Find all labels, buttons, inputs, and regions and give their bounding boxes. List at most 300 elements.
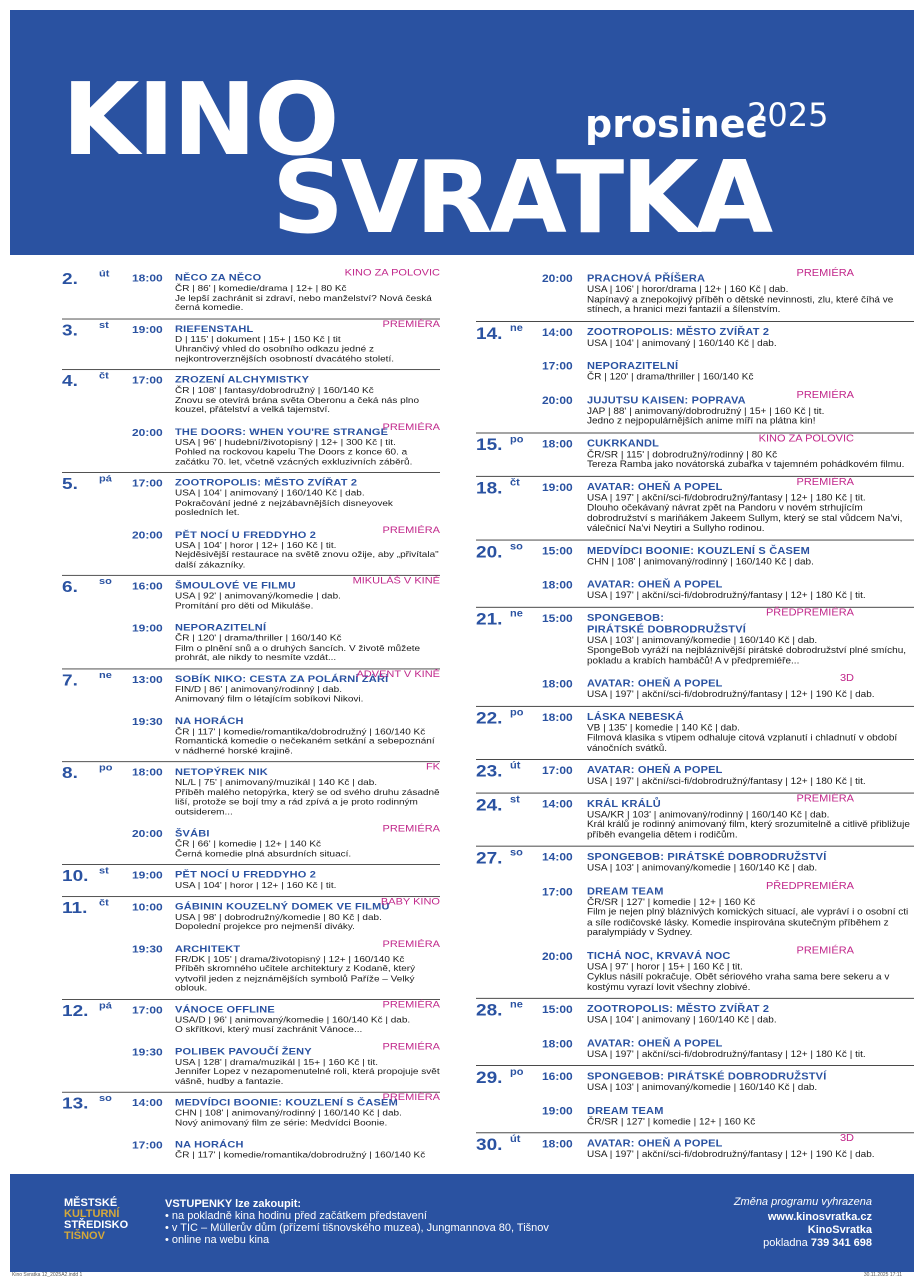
day-block — [62, 897, 440, 1000]
event-time: 15:00 — [542, 611, 573, 625]
day-block — [62, 319, 440, 370]
event-time: 10:00 — [132, 900, 163, 913]
event-description: Promítání pro děti od Mikuláše. — [175, 601, 314, 611]
day-name: st — [99, 319, 109, 330]
event-time: 18:00 — [542, 578, 573, 591]
event-description: Animovaný film o létajícím sobíkovi Nikovi. — [175, 694, 364, 704]
event-tag: FK — [425, 762, 440, 773]
day-number: 2. — [62, 270, 78, 289]
website-link[interactable]: www.kinosvratka.cz — [767, 1211, 872, 1223]
day-number: 7. — [62, 671, 78, 690]
event-title-line2: PIRÁTSKÉ DOBRODRUŽSTVÍ — [587, 624, 747, 635]
day-name: pá — [99, 1000, 112, 1011]
event-info: USA/D | 96' | animovaný/komedie | 160/140 Kč | dab. — [175, 1015, 411, 1025]
event-info: CHN | 108' | animovaný/rodinný | 160/140 Kč | dab. — [587, 556, 814, 567]
event[interactable] — [476, 1031, 914, 1065]
event-title: MEDVÍDCI BOONIE: KOUZLENÍ S ČASEM — [175, 1097, 398, 1108]
event-info: USA | 104' | animovaný | 160/140 Kč | dab. — [587, 338, 777, 349]
event-title: TICHÁ NOC, KRVAVÁ NOC — [587, 950, 731, 962]
event[interactable] — [62, 709, 440, 761]
day-name: pá — [99, 473, 112, 484]
event-description: Jedno z nejpopulárnějších anime míří na plátna kin! — [587, 416, 816, 427]
ticket-info — [165, 1198, 549, 1246]
day-name: po — [510, 1066, 524, 1078]
event[interactable] — [476, 1133, 914, 1166]
event-time: 17:00 — [542, 885, 573, 898]
event-tag: PREMIÉRA — [796, 268, 854, 279]
event[interactable] — [476, 388, 914, 432]
schedule-left-column — [62, 268, 440, 1166]
day-number: 15. — [476, 435, 503, 455]
event-time: 13:00 — [132, 673, 163, 685]
header-banner — [10, 10, 914, 255]
day-name: ne — [99, 669, 112, 680]
day-number: 8. — [62, 764, 78, 783]
event-info: ČR/SR | 127' | komedie | 12+ | 160 Kč — [587, 897, 756, 908]
day-name: čt — [99, 897, 109, 908]
event-time: 18:00 — [132, 766, 163, 779]
event-title: LÁSKA NEBESKÁ — [587, 711, 684, 723]
event[interactable] — [476, 1069, 914, 1099]
event-info: D | 115' | dokument | 15+ | 150 Kč | tit — [175, 335, 341, 345]
day-block — [476, 847, 914, 999]
event-info: USA | 104' | animovaný | 160/140 Kč | dab. — [175, 488, 365, 499]
event-tag: PŘEDPREMIÉRA — [765, 880, 854, 892]
event-title: KRÁL KRÁLŮ — [587, 798, 661, 809]
event-description: Nový animovaný film ze série: Medvídci Boonie. — [175, 1118, 388, 1128]
day-block — [62, 576, 440, 669]
print-date: 30.11.2025 17:11 — [863, 1272, 902, 1278]
event-time: 19:00 — [132, 323, 163, 336]
event-time: 18:00 — [542, 677, 573, 691]
org-line: STŘEDISKO — [64, 1219, 129, 1231]
day-name: ne — [510, 999, 523, 1011]
event-title: PĚT NOCÍ U FREDDYHO 2 — [175, 529, 317, 540]
event-title: POLIBEK PAVOUČÍ ŽENY — [175, 1046, 312, 1057]
event-time: 17:00 — [132, 1003, 163, 1016]
event-title: NA HORÁCH — [175, 716, 244, 727]
org-line: KULTURNÍ — [64, 1208, 120, 1220]
event-info: ČR | 120' | drama/thriller | 160/140 Kč — [587, 372, 754, 383]
title-kino: KINO — [62, 61, 338, 178]
day-number: 10. — [62, 867, 89, 886]
event-time: 19:00 — [132, 622, 163, 634]
day-name: ne — [510, 608, 523, 619]
event-info: USA | 97' | horor | 15+ | 160 Kč | tit. — [587, 962, 743, 972]
event-description: O skřítkovi, který musí zachránit Vánoce... — [175, 1025, 363, 1035]
event[interactable] — [62, 420, 440, 472]
phone-label: pokladna — [763, 1237, 808, 1249]
event-info: USA | 106' | horor/drama | 12+ | 160 Kč | dab. — [587, 284, 789, 295]
event[interactable] — [476, 543, 914, 573]
header-year: 2025 — [747, 96, 829, 134]
event-title: SPONGEBOB: PIRÁTSKÉ DOBRODRUŽSTVÍ — [587, 851, 827, 863]
event[interactable] — [476, 607, 914, 671]
day-number: 18. — [476, 479, 503, 498]
event-time: 19:30 — [132, 715, 163, 728]
day-number: 6. — [62, 578, 78, 597]
event-title: ZOOTROPOLIS: MĚSTO ZVÍŘAT 2 — [587, 1004, 770, 1015]
event-title: PRACHOVÁ PŘÍŠERA — [587, 273, 706, 284]
contact-info — [734, 1196, 872, 1250]
event-time: 17:00 — [132, 374, 163, 387]
day-name: út — [510, 760, 521, 772]
event[interactable] — [476, 1001, 914, 1031]
event-title: JUJUTSU KAISEN: POPRAVA — [587, 394, 746, 406]
event[interactable] — [62, 822, 440, 864]
event-description: Filmová klasika s vtipem odhaluje citová vzplanutí i chladnutí v období vánočních svátků. — [587, 733, 898, 754]
event-title: RIEFENSTAHL — [175, 324, 254, 335]
org-line: TIŠNOV — [64, 1230, 105, 1242]
day-name: út — [99, 268, 110, 279]
event-description: Příběh skromného učitele architektury z Kodaně, který vytvořil jeden z nejznámějších symbolů Paříže – Velký oblouk. — [175, 964, 416, 994]
event-time: 20:00 — [542, 272, 573, 285]
event-info: USA | 103' | animovaný/komedie | 160/140 Kč | dab. — [587, 863, 818, 874]
event-tag: PREMIÉRA — [382, 319, 440, 330]
event-title: SPONGEBOB: — [587, 612, 665, 624]
event-title: SPONGEBOB: PIRÁTSKÉ DOBRODRUŽSTVÍ — [587, 1071, 827, 1082]
event[interactable] — [476, 943, 914, 997]
phone-number[interactable]: 739 341 698 — [810, 1237, 872, 1249]
event-info: VB | 135' | komedie | 140 Kč | dab. — [587, 723, 740, 733]
event-time: 18:00 — [542, 1037, 573, 1050]
event-tag: PŘEDPREMIÉRA — [765, 607, 854, 618]
event[interactable] — [476, 671, 914, 705]
event[interactable] — [476, 432, 914, 476]
event-tag: MIKULÁŠ V KINĚ — [352, 575, 440, 586]
schedule-right-column — [476, 268, 914, 1166]
ticket-info-title: VSTUPENKY lze zakoupit: — [165, 1198, 302, 1210]
event[interactable] — [62, 762, 440, 822]
event-title: NEPORAZITELNÍ — [587, 360, 679, 372]
event-tag: PREMIÉRA — [382, 999, 440, 1010]
event-tag: PREMIÉRA — [382, 1092, 440, 1103]
event-time: 20:00 — [132, 827, 163, 840]
event-description: Romantická komedie o nečekaném setkání a sebepoznání v nádherné horské krajině. — [175, 736, 435, 756]
event[interactable] — [62, 1133, 440, 1165]
event-info: USA | 197' | akční/sci-fi/dobrodružný/fantasy | 12+ | 180 Kč | tit. — [587, 493, 866, 503]
event-info: USA | 104' | animovaný | 160/140 Kč | dab. — [587, 1015, 777, 1026]
event-tag: 3D — [839, 673, 854, 684]
event-title: DREAM TEAM — [587, 885, 664, 897]
event-description: Uhrančivý vhled do osobního odkazu jedné z nejkontroverznějších osobností dvacátého století. — [175, 344, 395, 364]
day-number: 14. — [476, 324, 503, 343]
day-number: 28. — [476, 1001, 503, 1020]
event-time: 14:00 — [542, 851, 573, 864]
day-name: so — [99, 1093, 112, 1104]
event-title: NEPORAZITELNÍ — [175, 622, 267, 634]
event-info: ČR/SR | 115' | dobrodružný/rodinný | 80 Kč — [587, 449, 778, 460]
event-time: 19:30 — [132, 942, 163, 955]
event-info: USA | 98' | dobrodružný/komedie | 80 Kč | dab. — [175, 912, 382, 922]
event-info: ČR | 117' | komedie/romantika/dobrodružný | 160/140 Kč — [175, 1150, 426, 1161]
day-number: 20. — [476, 542, 503, 562]
event[interactable] — [62, 1092, 440, 1133]
event-info: CHN | 108' | animovaný/rodinný | 160/140 Kč | dab. — [175, 1108, 402, 1118]
event[interactable] — [62, 999, 440, 1040]
event-description: Pohled na rockovou kapelu The Doors z konce 60. a začátku 70. let, včetně vzácných exkluzivních záběrů. — [175, 447, 413, 467]
event-info: USA | 197' | akční/sci-fi/dobrodružný/fantasy | 12+ | 180 Kč | tit. — [587, 776, 866, 787]
day-block — [62, 268, 440, 319]
event[interactable] — [476, 476, 914, 539]
ticket-info-line: • online na webu kina — [165, 1234, 270, 1246]
day-block — [62, 762, 440, 865]
event-time: 19:00 — [542, 1104, 573, 1117]
event-info: USA | 197' | akční/sci-fi/dobrodružný/fantasy | 12+ | 190 Kč | dab. — [587, 690, 875, 700]
event[interactable] — [62, 868, 440, 896]
header-month: prosinec — [585, 102, 769, 146]
day-name: st — [510, 793, 520, 805]
event[interactable] — [62, 668, 440, 709]
event[interactable] — [62, 523, 440, 575]
event-time: 19:00 — [542, 480, 573, 494]
event-time: 14:00 — [542, 325, 573, 339]
event[interactable] — [62, 575, 440, 616]
day-block — [476, 268, 914, 322]
event-description: Cyklus násilí pokračuje. Obět sériového vraha sama bere sekeru a v kostýmu vyrazí lovit všechny zlobivé. — [587, 972, 890, 993]
event-description: Napínavý a znepokojivý příběh o dětské nevinnosti, zlu, které číhá ve stínech, a hranici mezi fantazií a šílenstvím. — [587, 294, 894, 315]
event-info: ČR | 120' | drama/thriller | 160/140 Kč — [175, 633, 342, 644]
day-name: so — [99, 576, 112, 587]
event-title: ŠVÁBI — [175, 828, 210, 839]
event[interactable] — [62, 896, 440, 937]
day-number: 13. — [62, 1095, 89, 1113]
day-block — [62, 669, 440, 762]
day-block — [476, 999, 914, 1066]
event-description: Tereza Ramba jako novátorská zubařka v tajemném pohádkovém filmu. — [587, 459, 905, 470]
social-link[interactable]: KinoSvratka — [807, 1224, 872, 1236]
event[interactable] — [476, 572, 914, 606]
day-block — [476, 607, 914, 706]
event-time: 15:00 — [542, 1003, 573, 1016]
org-line: MĚSTSKÉ — [64, 1197, 118, 1209]
event-time: 20:00 — [132, 528, 163, 541]
event-time: 20:00 — [132, 426, 163, 438]
event-tag: PREMIÉRA — [796, 793, 854, 804]
event-info: USA | 103' | animovaný/komedie | 160/140 Kč | dab. — [587, 1082, 818, 1093]
event[interactable] — [62, 616, 440, 668]
event-title: SOBÍK NIKO: CESTA ZA POLÁRNÍ ZÁŘÍ — [175, 674, 389, 685]
event[interactable] — [476, 324, 914, 354]
event[interactable] — [62, 373, 440, 421]
event-description: Dopolední projekce pro nejmenší diváky. — [175, 922, 355, 932]
event[interactable] — [62, 268, 440, 319]
ticket-info-line: • v TIC – Müllerův dům (přízemí tišnovského muzea), Jungmannova 80, Tišnov — [165, 1222, 549, 1234]
event-title: AVATAR: OHEŇ A POPEL — [587, 678, 723, 690]
day-number: 24. — [476, 795, 503, 815]
event-tag: PREMIÉRA — [382, 421, 440, 433]
event-title: ZOOTROPOLIS: MĚSTO ZVÍŘAT 2 — [175, 477, 358, 489]
event-info: ČR | 108' | fantasy/dobrodružný | 160/140 Kč — [175, 386, 374, 396]
day-number: 23. — [476, 762, 503, 782]
event-title: ZOOTROPOLIS: MĚSTO ZVÍŘAT 2 — [587, 326, 770, 338]
event-time: 17:00 — [132, 477, 163, 489]
day-block — [476, 760, 914, 793]
event-time: 19:00 — [132, 869, 163, 882]
day-number: 30. — [476, 1135, 503, 1155]
event[interactable] — [476, 763, 914, 793]
event-title: NETOPÝREK NIK — [175, 767, 268, 778]
event-title: AVATAR: OHEŇ A POPEL — [587, 1038, 723, 1049]
event-title: AVATAR: OHEŇ A POPEL — [587, 481, 723, 493]
event-description: Jennifer Lopez v nezapomenutelné roli, která propojuje svět vášně, hudby a fantazie. — [175, 1067, 440, 1087]
event-title: PĚT NOCÍ U FREDDYHO 2 — [175, 870, 317, 881]
event[interactable] — [476, 354, 914, 388]
event-info: ČR | 86' | komedie/drama | 12+ | 80 Kč — [175, 284, 347, 294]
day-number: 22. — [476, 709, 503, 728]
event[interactable] — [62, 475, 440, 523]
event-tag: PREMIÉRA — [382, 524, 440, 535]
day-name: út — [510, 1134, 521, 1145]
event-tag: PREMIÉRA — [796, 389, 854, 401]
event-description: Dlouho očekávaný návrat zpět na Pandoru v novém strhujícím dobrodružství s mariňákem Jakeem Sullym, který se stal vůdcem Na'vi, válečnicí Na'vi Neytiri a Sullyho rodinou. — [587, 503, 903, 534]
day-name: čt — [510, 477, 520, 488]
event-info: USA | 128' | drama/muzikál | 15+ | 160 Kč | tit. — [175, 1057, 379, 1067]
day-block — [62, 865, 440, 897]
day-block — [476, 476, 914, 540]
title-svratka: SVRATKA — [272, 139, 771, 255]
footer — [10, 1174, 914, 1272]
day-name: po — [510, 433, 524, 445]
event[interactable] — [62, 937, 440, 999]
organizer-logo — [64, 1198, 128, 1242]
event-description: Je lepší zachránit si zdraví, nebo manželství? Nová česká černá komedie. — [175, 293, 432, 313]
event-title: CUKRKANDL — [587, 438, 660, 449]
event-tag: KINO ZA POLOVIC — [758, 432, 854, 444]
print-file: Kino Svratka 12_2025A2.indd 1 — [12, 1272, 83, 1278]
day-name: čt — [99, 370, 109, 381]
day-block — [476, 322, 914, 433]
event[interactable] — [476, 849, 914, 879]
event-title: DREAM TEAM — [587, 1105, 664, 1116]
event-description: Černá komedie plná absurdních situací. — [175, 849, 352, 859]
event-time: 16:00 — [542, 1070, 573, 1083]
event-title: MEDVÍDCI BOONIE: KOUZLENÍ S ČASEM — [587, 545, 810, 556]
event-info: USA | 197' | akční/sci-fi/dobrodružný/fantasy | 12+ | 180 Kč | tit. — [587, 590, 866, 601]
day-block — [62, 1093, 440, 1166]
day-number: 3. — [62, 321, 78, 340]
event-description: SpongeBob vyráží na nejbláznivější pirátské dobrodružství plné smíchu, pokladu a krabích hambáčů! A v předpremiéře... — [587, 645, 907, 666]
day-block — [476, 540, 914, 607]
event-time: 17:00 — [542, 360, 573, 373]
event-info: USA | 96' | hudební/životopisný | 12+ | 300 Kč | tit. — [175, 437, 396, 448]
day-name: so — [510, 540, 523, 552]
event-tag: PREMIÉRA — [382, 1041, 440, 1052]
event-time: 20:00 — [542, 394, 573, 407]
event-info: ČR | 117' | komedie/romantika/dobrodružný | 160/140 Kč — [175, 727, 426, 737]
event-info: USA | 104' | horor | 12+ | 160 Kč | tit. — [175, 540, 337, 551]
day-number: 29. — [476, 1068, 503, 1088]
event-time: 18:00 — [542, 437, 573, 450]
event-info: FIN/D | 86' | animovaný/rodinný | dab. — [175, 684, 343, 695]
day-number: 11. — [62, 899, 88, 917]
event-tag: 3D — [839, 1133, 854, 1144]
day-block — [476, 1133, 914, 1165]
event-info: USA | 197' | akční/sci-fi/dobrodružný/fantasy | 12+ | 190 Kč | dab. — [587, 1150, 875, 1160]
event-tag: PREMIÉRA — [796, 945, 854, 956]
event-info: ČR/SR | 127' | komedie | 12+ | 160 Kč — [587, 1116, 756, 1127]
day-number: 5. — [62, 475, 78, 494]
event-info: ČR | 66' | komedie | 12+ | 140 Kč — [175, 839, 321, 849]
event-description: Pokračování jedné z nejzábavnějších disneyovek posledních let. — [175, 498, 393, 518]
event-info: USA | 104' | horor | 12+ | 160 Kč | tit. — [175, 881, 337, 891]
event-time: 15:00 — [542, 544, 573, 557]
event-tag: PREMIÉRA — [382, 938, 440, 949]
event-time: 17:00 — [542, 764, 573, 777]
day-name: so — [510, 847, 523, 859]
event-info: USA | 103' | animovaný/komedie | 160/140 Kč | dab. — [587, 635, 818, 646]
event-tag: BABY KINO — [380, 896, 440, 907]
event-time: 19:30 — [132, 1045, 163, 1058]
day-block — [476, 706, 914, 760]
event-description: Nejděsivější restaurace na světě znovu ožije, aby „přivítala" další zákazníky. — [175, 550, 439, 570]
event-tag: PREMIÉRA — [382, 823, 440, 834]
event-tag: PREMIÉRA — [796, 476, 854, 487]
event-time: 18:00 — [542, 710, 573, 724]
event[interactable] — [476, 709, 914, 759]
event-title: THE DOORS: WHEN YOU'RE STRANGE — [175, 426, 389, 438]
event-tag: ADVENT V KINĚ — [356, 668, 440, 680]
ticket-info-line: • na pokladně kina hodinu před začátkem představení — [165, 1210, 427, 1222]
day-number: 12. — [62, 1002, 89, 1020]
event-title: ARCHITEKT — [175, 943, 241, 954]
event-description: Film o plnění snů a o druhých šancích. V životě můžete prohrát, ale nikdy to nesmíte vzdát... — [175, 643, 421, 663]
day-number: 27. — [476, 849, 503, 868]
event[interactable] — [476, 268, 914, 321]
event-time: 18:00 — [542, 1137, 573, 1151]
event[interactable] — [476, 793, 914, 846]
event-description: Film je nejen plný bláznivých komických situací, ale vypráví i o osobní cti a síle rodičovské lásky. Komedie inspirována skutečným příběhem z paralympiády v Sydney. — [587, 907, 909, 938]
day-block — [476, 793, 914, 847]
event-title: AVATAR: OHEŇ A POPEL — [587, 579, 723, 591]
day-block — [62, 473, 440, 576]
day-name: st — [99, 865, 109, 876]
event-title: AVATAR: OHEŇ A POPEL — [587, 765, 723, 776]
event-info: NL/L | 75' | animovaný/muzikál | 140 Kč | dab. — [175, 778, 378, 788]
day-block — [62, 370, 440, 473]
event-title: NĚCO ZA NĚCO — [175, 273, 262, 284]
event-title: ŠMOULOVÉ VE FILMU — [175, 580, 296, 591]
event[interactable] — [62, 1040, 440, 1092]
event-time: 14:00 — [132, 1096, 163, 1109]
event[interactable] — [476, 879, 914, 944]
event-time: 14:00 — [542, 797, 573, 810]
event-description: Příběh malého netopýrka, který se od svého druhu zásadně liší, protože se bojí tmy a rád zpívá a je proto rodinným outsiderem... — [175, 787, 440, 817]
day-number: 4. — [62, 372, 78, 391]
day-block — [476, 1066, 914, 1133]
event-description: Král králů je rodinný animovaný film, který srozumitelně a citlivě přibližuje příběh evangelia dětem i rodičům. — [587, 820, 910, 840]
event-time: 16:00 — [132, 579, 163, 592]
change-note: Změna programu vyhrazena — [733, 1196, 872, 1208]
event-time: 20:00 — [542, 949, 573, 963]
event-title: AVATAR: OHEŇ A POPEL — [587, 1138, 723, 1150]
event-info: FR/DK | 105' | drama/životopisný | 12+ | 160/140 Kč — [175, 954, 405, 965]
print-slug — [12, 1272, 902, 1278]
event-info: USA/KR | 103' | animovaný/rodinný | 160/140 Kč | dab. — [587, 809, 830, 820]
event[interactable] — [62, 319, 440, 370]
event-title: NA HORÁCH — [175, 1139, 244, 1150]
event[interactable] — [476, 1098, 914, 1132]
event-description: Znovu se otevírá brána světa Oberonu a čeká nás plno kouzel, přátelství a velká tajemství. — [175, 395, 420, 415]
day-block — [476, 433, 914, 476]
day-name: po — [99, 762, 113, 774]
day-block — [62, 999, 440, 1092]
day-name: ne — [510, 322, 523, 334]
event-time: 17:00 — [132, 1139, 163, 1151]
event-title: ZROZENÍ ALCHYMISTKY — [175, 375, 310, 386]
day-name: po — [510, 707, 524, 718]
event-info: JAP | 88' | animovaný/dobrodružný | 15+ | 160 Kč | tit. — [587, 406, 825, 417]
